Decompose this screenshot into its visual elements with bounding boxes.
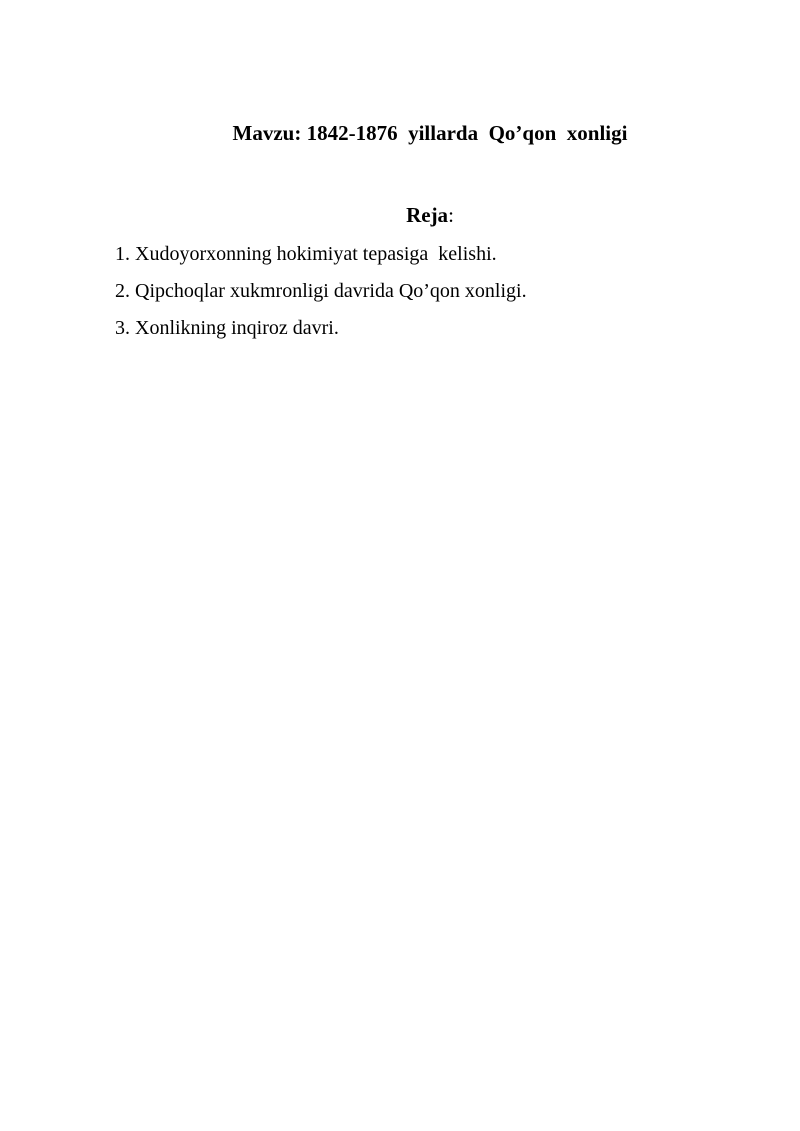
document-title: Mavzu: 1842-1876 yillarda Qo’qon xonligi: [232, 121, 628, 145]
plan-heading: [0, 203, 800, 228]
plan-item-2: 2. Qipchoqlar xukmronligi davrida Qo’qon xonligi.: [115, 280, 527, 302]
plan-list: [115, 241, 527, 352]
plan-item-1: 1. Xudoyorxonning hokimiyat tepasiga kelishi.: [115, 243, 497, 265]
plan-item-3: 3. Xonlikning inqiroz davri.: [115, 317, 339, 339]
plan-heading-label: Reja: [406, 203, 449, 227]
plan-heading-colon: :: [448, 203, 454, 227]
